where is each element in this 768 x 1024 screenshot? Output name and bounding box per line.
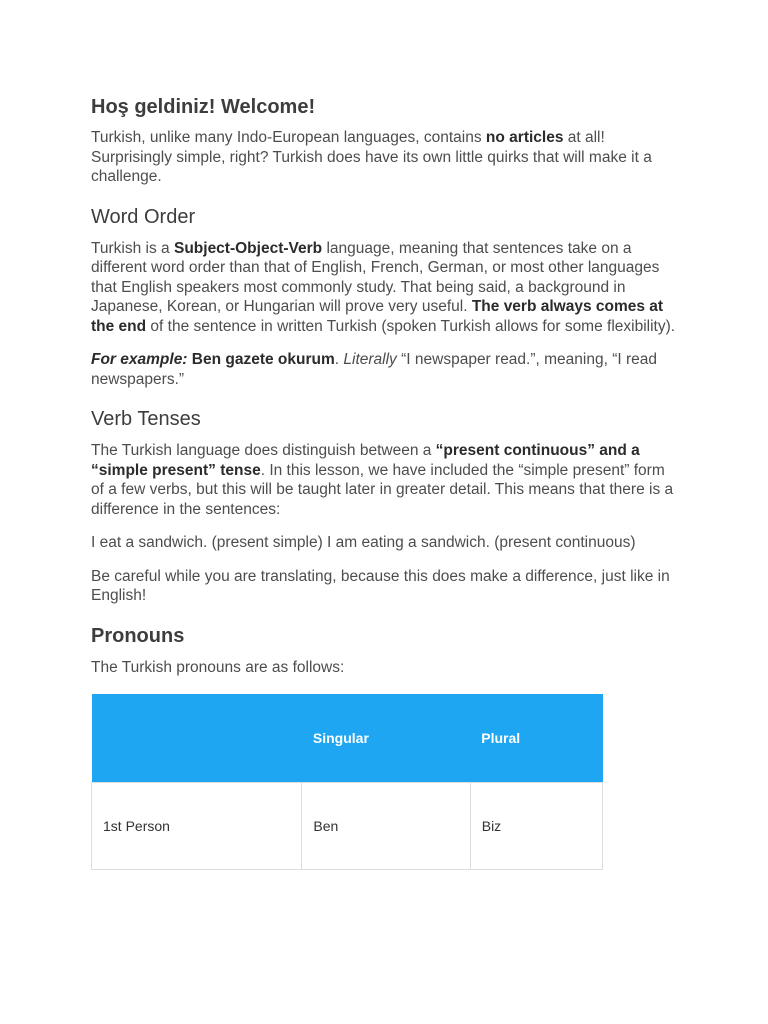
- example-label: For example:: [91, 351, 188, 368]
- word-order-paragraph: [91, 239, 676, 337]
- text: of the sentence in written Turkish (spoken Turkish allows for some flexibility).: [146, 317, 676, 335]
- example-paragraph: [91, 350, 676, 389]
- pronouns-intro: The Turkish pronouns are as follows:: [91, 658, 345, 676]
- emphasis: “present continuous” and a “simple present” tense: [91, 442, 640, 479]
- careful-paragraph: Be careful while you are translating, because this does make a difference, just like in English!: [91, 567, 670, 604]
- table-cell: Ben: [302, 783, 470, 870]
- welcome-paragraph: [91, 128, 676, 187]
- text: The Turkish language does distinguish between a: [91, 442, 436, 459]
- table-header-cell: [92, 694, 302, 783]
- text: at all! Surprisingly simple, right? Turkish does have its own little quirks that will make it a challenge.: [91, 129, 652, 185]
- welcome-heading: Hoş geldiniz! Welcome!: [91, 96, 316, 118]
- text: .: [334, 351, 344, 368]
- emphasis: The verb always comes at the end: [91, 298, 664, 335]
- literally-label: Literally: [343, 351, 397, 368]
- table-header-row: [92, 694, 603, 783]
- verb-tenses-heading: Verb Tenses: [91, 408, 201, 430]
- table-row: [92, 783, 603, 870]
- pronouns-heading: Pronouns: [91, 624, 185, 647]
- word-order-heading: Word Order: [91, 205, 196, 228]
- verb-tenses-paragraph: [91, 441, 676, 519]
- text: . In this lesson, we have included the “simple present” form of a few verbs, but this will be taught later in greater detail. This means that there is a difference in the sentences:: [91, 461, 674, 518]
- text: language, meaning that sentences take on a different word order than that of English, French, German, or most other languages that English speakers most commonly study. That being said, a background in Japanese, Korean, or Hungarian will prove very useful.: [91, 239, 660, 315]
- example-sentence: Ben gazete okurum: [187, 351, 335, 368]
- text: Turkish, unlike many Indo-European languages, contains: [91, 129, 486, 146]
- pronouns-table: [91, 694, 603, 870]
- table-header-cell: Plural: [470, 694, 602, 783]
- emphasis: Subject-Object-Verb: [173, 239, 323, 257]
- table-cell: Biz: [470, 783, 602, 870]
- text: “I newspaper read.”, meaning, “I read newspapers.”: [91, 351, 657, 388]
- table-header-cell: Singular: [302, 694, 470, 783]
- table-cell: 1st Person: [92, 783, 302, 870]
- sandwich-example: I eat a sandwich. (present simple) I am eating a sandwich. (present continuous): [91, 534, 636, 551]
- lesson-page: [91, 95, 676, 870]
- emphasis: no articles: [485, 129, 564, 146]
- text: Turkish is a: [91, 239, 174, 257]
